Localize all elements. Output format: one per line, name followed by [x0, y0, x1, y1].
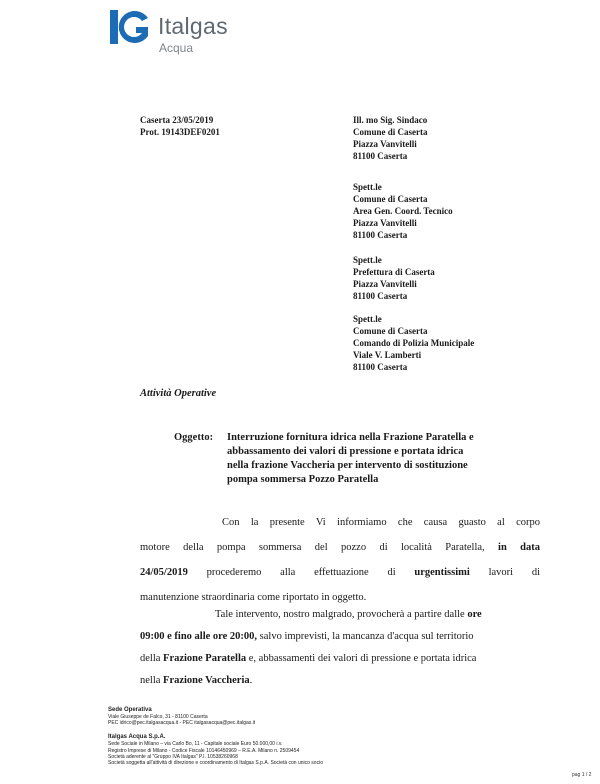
body-line — [140, 652, 540, 666]
body-text-bold: urgentissimi — [414, 567, 470, 578]
body-text-bold: Frazione Vaccheria — [163, 675, 250, 686]
body-text: Tale intervento, nostro malgrado, provocherà a partire dalle — [215, 609, 468, 620]
brand-sub: Acqua — [159, 41, 194, 55]
body-text: lavori di — [469, 567, 540, 578]
recipient-line: 81100 Caserta — [353, 291, 408, 301]
italgas-logo-mark-icon — [108, 6, 154, 48]
recipient-line: 81100 Caserta — [353, 362, 408, 372]
subject-line: pompa sommersa Pozzo Paratella — [227, 474, 379, 485]
body-line — [140, 630, 540, 644]
recipient-line: Piazza Vanvitelli — [353, 218, 417, 228]
body-text-bold: Frazione Paratella — [163, 653, 247, 664]
body-line — [215, 608, 540, 622]
footer-line: Registro Imprese di Milano - Codice Fiscale 10146450969 – R.E.A. Milano n. 2509454 — [108, 747, 300, 754]
recipient-line: Comune di Caserta — [353, 326, 428, 336]
recipient-line: Spett.le — [353, 182, 382, 192]
recipient-block — [353, 114, 428, 162]
body-text: nella — [140, 675, 164, 686]
subject-label: Oggetto: — [174, 432, 214, 443]
recipient-line: Piazza Vanvitelli — [353, 279, 417, 289]
body-text: procederemo alla effettuazione di — [187, 567, 415, 578]
recipient-line: 81100 Caserta — [353, 151, 408, 161]
section-label: Attività Operative — [140, 388, 217, 399]
recipient-line: Viale V. Lamberti — [353, 350, 422, 360]
footer — [108, 706, 323, 766]
footer-line: Sede Sociale in Milano – via Carlo Bo, 11 - Capitale sociale Euro 50.000,00 i.v. — [108, 741, 283, 748]
body-text: Con la presente Vi informiamo che causa guasto al corpo — [222, 517, 540, 528]
subject-line: Interruzione fornitura idrica nella Frazione Paratella e — [227, 432, 474, 443]
recipient-line: 81100 Caserta — [353, 230, 408, 240]
footer-op-title: Sede Operativa — [108, 707, 152, 713]
recipient-line: Piazza Vanvitelli — [353, 139, 417, 149]
body-line — [140, 674, 540, 688]
footer-line: Società aderente al "Gruppo IVA Italgas" P.I. 10538260968 — [108, 753, 238, 760]
recipient-block — [353, 313, 474, 373]
body-line — [140, 541, 540, 555]
protocol-number: Prot. 19143DEF0201 — [140, 127, 220, 137]
body-text: manutenzione straordinaria come riportato in oggetto. — [140, 592, 367, 603]
recipient-line: Prefettura di Caserta — [353, 267, 435, 277]
recipient-line: Comune di Caserta — [353, 127, 428, 137]
body-text-bold: in data — [498, 542, 541, 553]
brand-name: Italgas — [158, 13, 228, 39]
footer-company-title: Italgas Acqua S.p.A. — [108, 734, 166, 741]
body-text-bold: 09:00 e fino alle ore 20:00, — [140, 631, 258, 642]
recipient-block — [353, 181, 453, 241]
subject-line: abbassamento dei valori di pressione e portata idrica — [227, 446, 464, 457]
body-text-bold: 24/05/2019 — [140, 567, 188, 578]
recipient-line: Spett.le — [353, 314, 382, 324]
body-text: della — [140, 653, 164, 664]
subject-line: nella frazione Vaccheria per intervento di sostituzione — [227, 460, 468, 471]
body-text: salvo imprevisti, la mancanza d'acqua sul territorio — [257, 631, 474, 642]
footer-line: PEC idrico@pec.italgasacqua.it - PEC italgasacqua@pec.italgas.it — [108, 720, 256, 727]
body-line — [140, 566, 540, 580]
letter-meta — [140, 114, 220, 138]
body-text: motore della pompa sommersa del pozzo di località Paratella, — [140, 542, 499, 553]
body-text-bold: ore — [467, 609, 482, 620]
body-line — [222, 516, 540, 530]
footer-line: Viale Giuseppe de Falco, 31 - 81100 Caserta — [108, 714, 208, 720]
recipient-line: Spett.le — [353, 255, 382, 265]
page-number: pag 1 / 2 — [572, 772, 592, 778]
body-text: e, abbassamenti dei valori di pressione e portata idrica — [246, 653, 477, 664]
footer-line: Società soggetta all'attività di direzione e coordinamento di Italgas S.p.A. Società con unico socio — [108, 760, 323, 767]
recipient-block — [353, 254, 435, 302]
recipient-line: Area Gen. Coord. Tecnico — [353, 206, 453, 216]
recipient-line: Comando di Polizia Municipale — [353, 338, 475, 348]
recipient-line: Comune di Caserta — [353, 194, 428, 204]
body-line — [140, 591, 540, 605]
letter-date: Caserta 23/05/2019 — [140, 115, 214, 125]
recipient-line: Ill. mo Sig. Sindaco — [353, 115, 428, 125]
body-text: . — [249, 675, 253, 686]
